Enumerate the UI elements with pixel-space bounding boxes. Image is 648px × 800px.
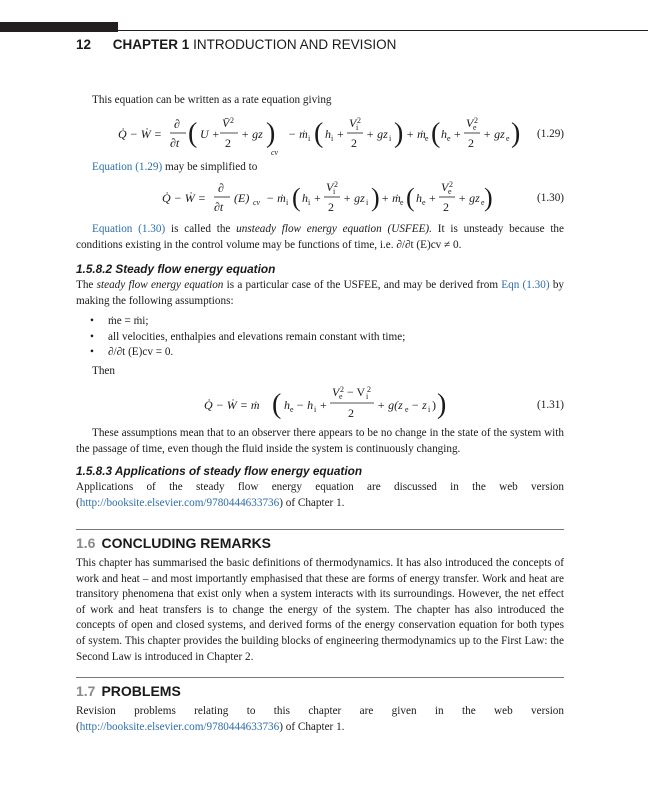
svg-text:i: i: [308, 198, 311, 207]
svg-text:V: V: [441, 180, 449, 194]
svg-text:e: e: [448, 187, 452, 196]
svg-text:∂: ∂: [218, 181, 224, 195]
svg-text:(: (: [272, 389, 282, 420]
svg-text:− V: − V: [347, 385, 366, 399]
equation-1-30-link-2[interactable]: Eqn (1.30): [501, 279, 550, 291]
svg-text:e: e: [506, 134, 510, 143]
svg-text:e: e: [481, 198, 485, 207]
svg-text:e: e: [422, 198, 426, 207]
heading-1-6: [76, 535, 271, 551]
chapter-label: CHAPTER 1: [112, 37, 190, 52]
svg-text:): ): [432, 398, 436, 412]
svg-text:(: (: [431, 118, 441, 149]
svg-text:e: e: [400, 198, 404, 207]
svg-text:2: 2: [348, 406, 354, 420]
svg-text:+ gz: + gz: [483, 127, 505, 141]
running-header: [76, 37, 396, 52]
svg-text:i: i: [314, 405, 317, 414]
booksite-link-2[interactable]: http://booksite.elsevier.com/9780444633736: [79, 720, 280, 733]
equation-1-29: [118, 114, 521, 160]
svg-text:): ): [266, 118, 276, 149]
svg-text:V: V: [349, 116, 357, 130]
svg-text:2: 2: [468, 136, 474, 150]
svg-text:Q̇ − Ẇ =: Q̇ − Ẇ =: [162, 191, 206, 205]
svg-text:− z: − z: [411, 398, 427, 412]
svg-text:+ gz: + gz: [458, 191, 480, 205]
svg-text:cv: cv: [271, 148, 279, 157]
equation-number-1-31: (1.31): [537, 399, 565, 411]
svg-text:i: i: [366, 198, 369, 207]
svg-text:i: i: [356, 123, 359, 132]
svg-text:Q̇ − Ẇ =: Q̇ − Ẇ =: [118, 127, 162, 141]
svg-text:2: 2: [328, 200, 334, 214]
svg-text:∂: ∂: [174, 117, 180, 131]
svg-text:(: (: [292, 183, 301, 212]
svg-text:): ): [437, 389, 447, 420]
svg-text:h: h: [325, 127, 331, 141]
list-item: • ṁe = ṁi;: [90, 314, 405, 330]
svg-text:2: 2: [340, 385, 344, 394]
list-item: • all velocities, enthalpies and elevations remain constant with time;: [90, 330, 405, 346]
svg-text:− ṁ: − ṁ: [266, 191, 286, 205]
section-number: 1.7: [76, 683, 96, 699]
svg-text:+ gz: + gz: [366, 127, 388, 141]
svg-text:2: 2: [367, 385, 371, 394]
equation-1-30-render: [162, 180, 492, 220]
svg-text:i: i: [428, 405, 431, 414]
svg-text:e: e: [447, 134, 451, 143]
booksite-link[interactable]: http://booksite.elsevier.com/9780444633736: [79, 496, 280, 509]
svg-text:+: +: [337, 127, 344, 141]
svg-text:2: 2: [230, 116, 234, 125]
svg-text:e: e: [290, 405, 294, 414]
svg-text:V: V: [332, 385, 340, 399]
svg-text:e: e: [405, 405, 409, 414]
svg-text:+: +: [320, 398, 327, 412]
section-rule-1-7: [76, 677, 564, 678]
svg-text:i: i: [333, 187, 336, 196]
then-text: Then: [92, 365, 115, 377]
list-item: • ∂/∂t (E)cv = 0.: [90, 345, 405, 361]
svg-text:i: i: [366, 392, 369, 401]
svg-text:V: V: [466, 116, 474, 130]
svg-text:(E): (E): [234, 191, 250, 205]
svg-text:U +: U +: [200, 127, 220, 141]
svg-text:+: +: [314, 191, 321, 205]
svg-text:(: (: [188, 118, 198, 149]
equation-number-1-29: (1.29): [537, 128, 565, 140]
section-rule-1-6: [76, 529, 564, 530]
svg-text:h: h: [416, 191, 422, 205]
svg-text:e: e: [473, 123, 477, 132]
intro-text: This equation can be written as a rate equation giving: [92, 94, 332, 106]
svg-text:− ṁ: − ṁ: [288, 127, 308, 141]
svg-text:(: (: [406, 183, 415, 212]
svg-text:2: 2: [334, 180, 338, 189]
svg-text:h: h: [441, 127, 447, 141]
svg-text:2: 2: [474, 116, 478, 125]
svg-text:i: i: [308, 134, 311, 143]
svg-text:): ): [394, 118, 404, 149]
svg-text:2: 2: [443, 200, 449, 214]
heading-1-7: [76, 683, 181, 699]
svg-text:− h: − h: [296, 398, 314, 412]
heading-1-5-8-3: 1.5.8.3 Applications of steady flow energy equation: [76, 464, 363, 478]
svg-text:): ): [511, 118, 521, 149]
svg-text:e: e: [339, 392, 343, 401]
simplify-text: Equation (1.29) may be simplified to: [92, 161, 258, 173]
svg-text:e: e: [425, 134, 429, 143]
equation-1-29-render: [118, 114, 521, 160]
svg-text:+ gz: + gz: [343, 191, 365, 205]
svg-text:V̄: V̄: [222, 116, 230, 130]
svg-text:): ): [484, 183, 493, 212]
svg-text:+ gz: + gz: [241, 127, 263, 141]
steady-flow-paragraph: The steady flow energy equation is a particular case of the USFEE, and may be derived from Eqn (1.30) by making the following assumptions:: [76, 279, 565, 307]
header-rule: [118, 30, 648, 31]
equation-number-1-30: (1.30): [537, 192, 565, 204]
section-title: CONCLUDING REMARKS: [101, 535, 272, 551]
equation-1-31: [204, 382, 447, 424]
svg-text:V: V: [326, 180, 334, 194]
equation-1-30: [162, 180, 492, 220]
svg-text:+: +: [429, 191, 436, 205]
svg-text:+ g(z: + g(z: [377, 398, 403, 412]
equation-1-31-render: [204, 382, 447, 424]
problems-paragraph: Revision problems relating to this chapter are given in the web version (http://booksite.elsevier.com/9780444633736) of Chapter 1.: [76, 705, 564, 733]
svg-text:i: i: [286, 198, 289, 207]
heading-1-5-8-2: 1.5.8.2 Steady flow energy equation: [76, 262, 276, 276]
usfee-paragraph: Equation (1.30) is called the unsteady flow energy equation (USFEE). It is unsteady because the conditions existing in the control volume may be functions of time, i.e. ∂/∂t (E)cv ≠ 0.: [76, 223, 564, 251]
concluding-remarks-paragraph: This chapter has summarised the basic definitions of thermodynamics. It has also introduced the concepts of work and heat – and most importantly emphasised that these are forms of energy transfer. Work and heat are transitory phenomena that exist only when a system interacts with its surroundings. However, the net effect of work and heat transfers is to change the energy of the system. The chapter has also introduced the concepts of open and closed systems, and derived forms of the energy conservation equation for both types of system. This chapter provides the building blocks of engineering thermodynamics up to the First Law: the Second Law is introduced in Chapter 2.: [76, 557, 564, 663]
svg-text:Q̇ − Ẇ = ṁ: Q̇ − Ẇ = ṁ: [204, 398, 260, 412]
svg-text:i: i: [331, 134, 334, 143]
steady-flow-term: steady flow energy equation: [96, 279, 224, 291]
svg-text:∂t: ∂t: [214, 200, 224, 214]
header-bar: [0, 22, 118, 32]
svg-text:2: 2: [357, 116, 361, 125]
svg-text:+: +: [454, 127, 461, 141]
applications-paragraph: Applications of the steady flow energy equation are discussed in the web version (http://booksite.elsevier.com/9780444633736) of Chapter 1.: [76, 481, 564, 509]
svg-text:(: (: [314, 118, 324, 149]
svg-text:+ ṁ: + ṁ: [406, 127, 426, 141]
svg-text:cv: cv: [253, 198, 261, 207]
assumption-meaning-paragraph: These assumptions mean that to an observer there appears to be no change in the state of the system with the passage of time, even though the fluid inside the system is continuously changing.: [76, 427, 564, 455]
page-number: 12: [76, 37, 92, 52]
svg-text:+ ṁ: + ṁ: [381, 191, 401, 205]
svg-text:h: h: [302, 191, 308, 205]
assumptions-list: [90, 314, 405, 361]
usfee-term: unsteady flow energy equation (USFEE).: [236, 223, 432, 235]
svg-text:i: i: [389, 134, 392, 143]
svg-text:2: 2: [449, 180, 453, 189]
svg-text:2: 2: [351, 136, 357, 150]
svg-text:h: h: [284, 398, 290, 412]
equation-1-30-link[interactable]: Equation (1.30): [92, 223, 166, 235]
chapter-title: INTRODUCTION AND REVISION: [193, 37, 397, 52]
section-title: PROBLEMS: [101, 683, 181, 699]
equation-1-29-link[interactable]: Equation (1.29): [92, 161, 163, 173]
svg-text:2: 2: [225, 136, 231, 150]
section-number: 1.6: [76, 535, 96, 551]
svg-text:∂t: ∂t: [170, 136, 180, 150]
svg-text:): ): [371, 183, 380, 212]
